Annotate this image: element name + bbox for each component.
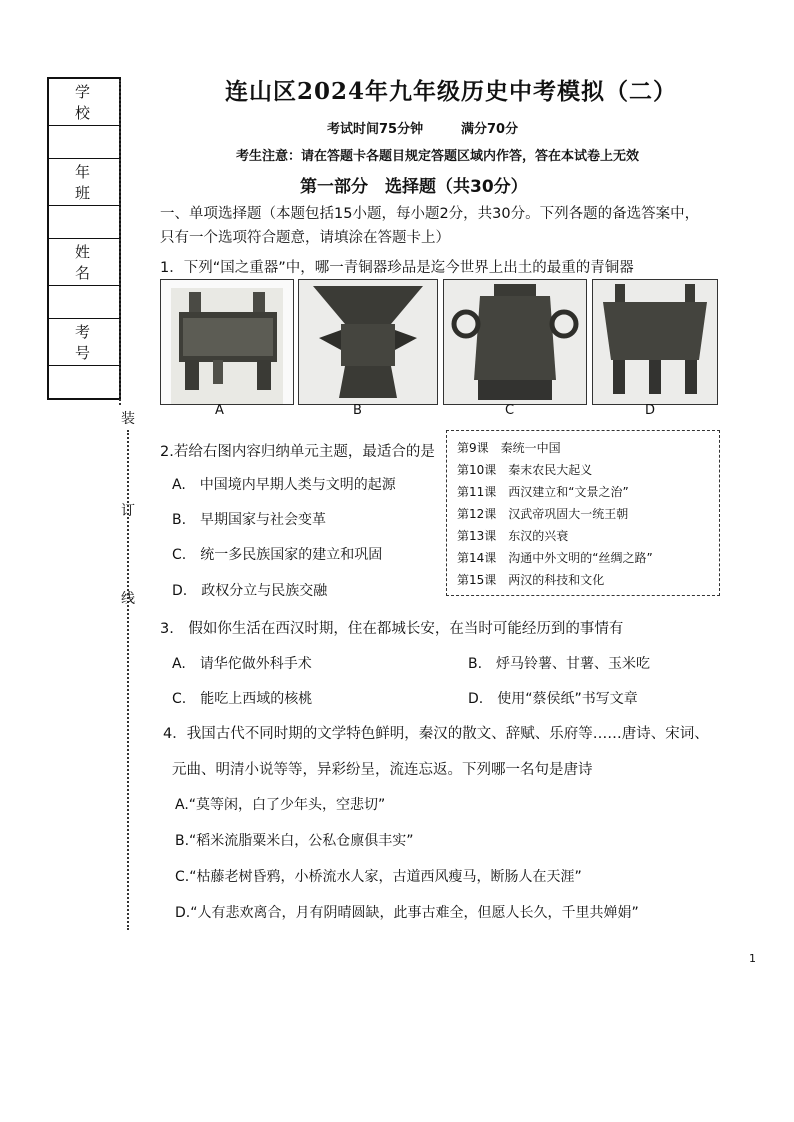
- round-ding-icon: [593, 280, 717, 404]
- name-field-blank: [48, 286, 120, 319]
- part1-instruction: 一、单项选择题（本题包括15小题，每小题2分，共30分。下列各题的备选答案中，: [160, 206, 700, 222]
- q1-image-b: [298, 279, 438, 405]
- q3-option-b: B. 烀马铃薯、甘薯、玉米吃: [468, 656, 651, 672]
- binding-dotted-line: [119, 80, 121, 405]
- unit-item: 第11课 西汉建立和“文景之治”: [457, 485, 629, 499]
- name-field-label: 姓 名: [48, 239, 120, 286]
- class-field-label: 年 班: [48, 159, 120, 206]
- binding-char-zhuang: 装: [121, 411, 135, 427]
- q4-option-a: A.“莫等闲，白了少年头，空悲切”: [175, 797, 386, 813]
- unit-item: 第9课 秦统一中国: [457, 441, 561, 455]
- school-field-blank: [48, 126, 120, 159]
- q2-stem: 2.若给右图内容归纳单元主题，最适合的是: [160, 444, 435, 460]
- binding-char-xian: 线: [121, 591, 135, 607]
- q2-option-c: C. 统一多民族国家的建立和巩固: [172, 547, 383, 563]
- binding-char-ding: 订: [121, 503, 135, 519]
- id-field-label: 考 号: [48, 319, 120, 366]
- q1-label-d: D: [645, 403, 656, 418]
- q4-option-b: B.“稻米流脂粟米白，公私仓廪俱丰实”: [175, 833, 414, 849]
- q3-option-d: D. 使用“蔡侯纸”书写文章: [468, 691, 638, 707]
- q1-stem: 1．下列“国之重器”中，哪一青铜器珍品是迄今世界上出土的最重的青铜器: [160, 260, 634, 276]
- q2-option-d: D. 政权分立与民族交融: [172, 583, 328, 599]
- q1-label-b: B: [353, 403, 362, 418]
- unit-item: 第13课 东汉的兴衰: [457, 529, 569, 543]
- zun-vessel-icon: [299, 280, 437, 404]
- page-mark: 1: [749, 952, 756, 965]
- q4-option-d: D.“人有悲欢离合，月有阴晴圆缺，此事古难全，但愿人长久，千里共婵娟”: [175, 905, 639, 921]
- unit-item: 第12课 汉武帝巩固大一统王朝: [457, 507, 629, 521]
- unit-item: 第15课 两汉的科技和文化: [457, 573, 605, 587]
- id-field-blank: [48, 366, 120, 400]
- q1-label-a: A: [215, 403, 224, 418]
- exam-title: 连山区2024年九年级历史中考模拟（二）: [225, 78, 678, 105]
- q2-option-a: A. 中国境内早期人类与文明的起源: [172, 477, 396, 493]
- q1-image-c: [443, 279, 587, 405]
- part1-title: 第一部分 选择题（共30分）: [300, 177, 528, 197]
- q3-option-c: C. 能吃上西域的核桃: [172, 691, 313, 707]
- school-field-label: 学 校: [48, 78, 120, 126]
- part1-instruction: 只有一个选项符合题意，请填涂在答题卡上）: [160, 230, 450, 246]
- unit-item: 第10课 秦末农民大起义: [457, 463, 593, 477]
- pot-vessel-icon: [444, 280, 586, 404]
- q1-image-a: [160, 279, 294, 405]
- q3-option-a: A. 请华佗做外科手术: [172, 656, 312, 672]
- exam-notice: 考生注意：请在答题卡各题目规定答题区域内作答，答在本试卷上无效: [236, 149, 640, 164]
- q1-label-c: C: [505, 403, 515, 418]
- q2-units-box: [446, 430, 720, 596]
- class-field-blank: [48, 206, 120, 239]
- q3-stem: 3. 假如你生活在西汉时期，住在都城长安，在当时可能经历到的事情有: [160, 621, 624, 637]
- exam-time: 考试时间75分钟: [327, 122, 424, 137]
- unit-item: 第14课 沟通中外文明的“丝绸之路”: [457, 551, 653, 565]
- q4-stem: 4．我国古代不同时期的文学特色鲜明，秦汉的散文、辞赋、乐府等……唐诗、宋词、: [163, 726, 709, 742]
- q1-image-d: [592, 279, 718, 405]
- ding-vessel-icon: [161, 280, 293, 404]
- q4-option-c: C.“枯藤老树昏鸦，小桥流水人家，古道西风瘦马，断肠人在天涯”: [175, 869, 582, 885]
- student-info-table: [47, 77, 121, 400]
- q4-stem: 元曲、明清小说等等，异彩纷呈，流连忘返。下列哪一名句是唐诗: [172, 762, 593, 778]
- q2-option-b: B. 早期国家与社会变革: [172, 512, 327, 528]
- exam-score: 满分70分: [461, 122, 519, 137]
